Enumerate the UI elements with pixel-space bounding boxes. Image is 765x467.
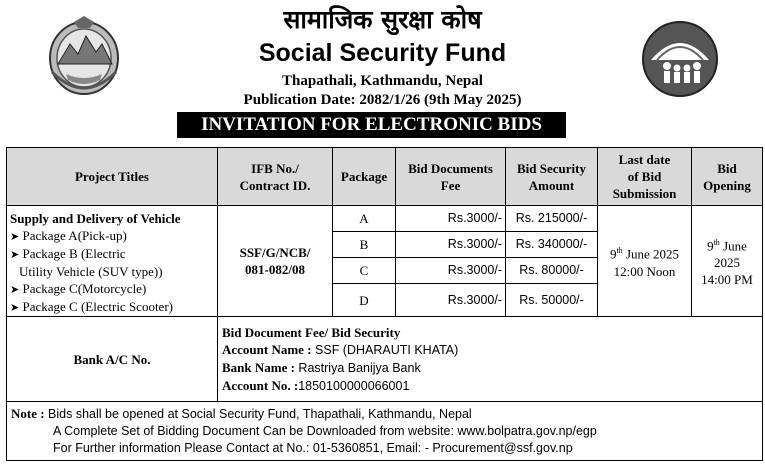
note-line2: A Complete Set of Bidding Document Can be Downloaded from website: www.bolpatra.gov.np/egp [53,424,597,438]
header-fee-line1: Bid Documents [408,160,493,176]
package-b-cont: Utility Vehicle (SUV type)) [19,264,163,279]
title-english: Social Security Fund [258,39,507,67]
header-ifb-line1: IFB No./ [251,160,299,176]
table-row [7,206,763,232]
header-opening-line2: Opening [703,177,751,193]
bid-table [6,147,763,461]
bank-details [218,317,763,402]
package-c2-label: Package C (Electric Scooter) [22,299,173,314]
bank-name-label: Bank Name : [222,359,295,375]
note-row [7,402,763,461]
account-no-line [222,377,759,395]
fee-cell: Rs.3000/- [396,284,506,317]
opening-time: 14:00 PM [701,272,753,288]
header-package: Package [333,148,396,206]
header-opening [692,148,763,206]
note-text-1: Bids shall be opened at Social Security Fund, Thapathali, Kathmandu, Nepal [44,407,472,421]
bank-name-value: Rastriya Banijya Bank [294,360,421,375]
title-nepali: सामाजिक सुरक्षा कोष [283,5,482,34]
project-cell [7,206,218,317]
security-cell: Rs. 50000/- [506,284,598,317]
package-cell: A [333,206,396,232]
header-security-line2: Amount [528,177,575,193]
fee-cell: Rs.3000/- [396,258,506,284]
note-line1 [11,405,758,423]
opening-rest: June [719,238,747,254]
arrow-right-icon: ➤ [10,248,20,261]
fee-cell: Rs.3000/- [396,206,506,232]
package-cell: D [333,284,396,317]
note-label: Note : [11,406,45,421]
header-ifb-line2: Contract ID. [239,177,311,193]
opening-year: 2025 [714,255,740,271]
header-ifb [218,148,333,206]
note-cell [7,402,763,461]
list-item [10,245,214,263]
security-cell: Rs. 215000/- [506,206,598,232]
account-name-line [222,341,759,359]
opening-cell [692,206,763,317]
header-opening-line1: Bid [717,160,737,176]
list-item [10,280,214,298]
opening-day: 9 [707,238,714,254]
fee-cell: Rs.3000/- [396,232,506,258]
bank-label: Bank A/C No. [7,317,218,402]
list-item [10,298,214,316]
package-cell: B [333,232,396,258]
bank-row [7,317,763,402]
header-fee [396,148,506,206]
package-c-label: Package C(Motorcycle) [22,281,147,296]
ifb-line2: 081-082/08 [245,262,305,277]
ifb-line1: SSF/G/NCB/ [239,245,311,260]
last-date-cell [598,206,692,317]
account-name-label: Account Name : [222,341,312,357]
bank-heading: Bid Document Fee/ Bid Security [222,324,401,340]
account-name-value: SSF (DHARAUTI KHATA) [311,342,459,357]
note-line3: For Further information Please Contact at No.: 01-5360851, Email: - Procurement@ssf.gov.np [53,441,573,455]
opening-sup: th [713,237,720,247]
publication-date: Publication Date: 2082/1/26 (9th May 2025) [243,92,522,108]
header-last-line3: Submission [612,186,677,201]
account-no-value: 1850100000066001 [298,378,410,393]
arrow-right-icon: ➤ [10,283,20,296]
last-date-time: 12:00 Noon [613,263,676,279]
security-cell: Rs. 340000/- [506,232,598,258]
last-date-sup: th [616,246,623,256]
header-fee-line2: Fee [440,177,461,193]
table-header-row [7,148,763,206]
security-cell: Rs. 80000/- [506,258,598,284]
address: Thapathali, Kathmandu, Nepal [282,73,483,89]
header-last-line1: Last date [618,152,671,167]
ifb-cell [218,206,333,317]
arrow-right-icon: ➤ [10,301,20,314]
last-date-rest: June 2025 [622,246,680,262]
header-last-line2: of Bid [627,169,662,184]
bank-name-line [222,359,759,377]
package-a-label: Package A(Pick-up) [22,228,127,243]
account-no-label: Account No. : [222,377,299,393]
header-security-line1: Bid Security [517,160,586,176]
package-cell: C [333,258,396,284]
header-security [506,148,598,206]
list-item [10,227,214,245]
package-b-label: Package B (Electric [22,246,126,261]
arrow-right-icon: ➤ [10,230,20,243]
header-project-titles: Project Titles [7,148,218,206]
header-last-date [598,148,692,206]
last-date-day: 9 [609,246,617,262]
project-title: Supply and Delivery of Vehicle [10,211,181,226]
banner: INVITATION FOR ELECTRONIC BIDS [177,112,566,138]
